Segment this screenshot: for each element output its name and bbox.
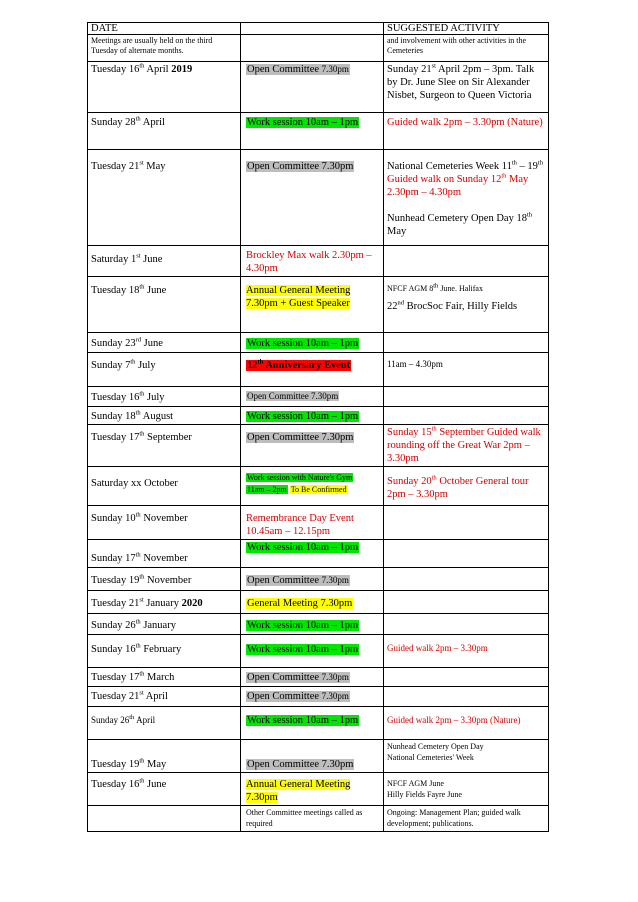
row-activity [384,407,549,425]
row-event [241,591,384,614]
row-date: Tuesday 17th September [88,425,241,467]
row-activity: Sunday 20th October General tour 2pm – 3.30pm [384,467,549,506]
event-text: Work session with Nature's Gym [247,473,353,482]
date-text: Tuesday 21st January [91,596,179,609]
header-date: DATE [88,23,241,35]
event-text: Work session 10am – 1pm [247,620,359,631]
row-event [241,62,384,113]
event-text: Open Committee 7.30pm [247,759,354,770]
event-time: 7.30pm [321,575,349,585]
row-activity [384,668,549,687]
row-event: Brockley Max walk 2.30pm – 4.30pm [241,246,384,277]
event-text: 12th Anniversary Event [247,358,351,371]
event-time: 7.30pm [321,672,349,682]
row-event [241,387,384,407]
table-row [88,707,549,740]
table-row [88,246,549,277]
row-event: Other Committee meetings called as required [241,806,384,832]
header-empty [241,23,384,35]
activity-fair: 22nd BrocSoc Fair, Hilly Fields [387,299,518,312]
row-event [241,635,384,668]
table-row [88,568,549,591]
row-date: Tuesday 19th November [88,568,241,591]
row-date: Sunday 23rd June [88,333,241,353]
row-event [241,467,384,506]
row-event [241,333,384,353]
note-row [88,35,549,62]
row-event [241,425,384,467]
row-activity [384,740,549,773]
row-event [241,687,384,707]
row-activity: 11am – 4.30pm [384,353,549,387]
row-activity [384,568,549,591]
year-text: 2020 [181,598,203,609]
event-text: Work session 10am – 1pm [247,644,359,655]
event-text: Work session 10am – 1pm [247,338,359,349]
row-event [241,740,384,773]
row-date [88,806,241,832]
row-date: Saturday xx October [88,467,241,506]
date-text: Tuesday 16th April [91,62,169,75]
row-date: Saturday 1st June [88,246,241,277]
row-date: Tuesday 18th June [88,277,241,333]
row-event [241,150,384,246]
row-date: Sunday 26th January [88,614,241,635]
row-activity [384,277,549,333]
row-date: Sunday 26th April [88,707,241,740]
activity-text: NFCF AGM 8th June. Halifax [387,282,483,293]
event-text: Work session 10am – 1pm [247,411,359,422]
table-row [88,591,549,614]
activity-text: NFCF AGM June [387,779,444,788]
table-row [88,540,549,568]
table-row [88,668,549,687]
row-activity: Sunday 15th September Guided walk rounding off the Great War 2pm – 3.30pm [384,425,549,467]
row-date: Tuesday 19th May [88,740,241,773]
header-activity: SUGGESTED ACTIVITY [384,23,549,35]
year-text: 2019 [171,64,193,75]
row-activity [384,333,549,353]
table-row [88,635,549,668]
note-activity: and involvement with other activities in the Cemeteries [384,35,549,62]
event-text: Open Committee [247,575,320,586]
activity-text: National Cemeteries Week 11th – 19th [387,159,543,172]
row-activity: Guided walk 2pm – 3.30pm (Nature) [384,113,549,150]
event-text: Work session 10am – 1pm [247,542,359,553]
row-activity: Ongoing: Management Plan; guided walk development; publications. [384,806,549,832]
events-table [87,22,549,832]
activity-fayre: Hilly Fields Fayre June [387,790,462,799]
table-row [88,806,549,832]
table-row [88,506,549,540]
row-date [88,62,241,113]
row-date: Sunday 17th November [88,540,241,568]
event-text: Annual General Meeting 7.30pm + Guest Speaker [246,285,351,309]
row-event: Remembrance Day Event 10.45am – 12.15pm [241,506,384,540]
activity-text: Nunhead Cemetery Open Day [387,742,484,751]
row-activity [384,773,549,806]
row-date: Sunday 18th August [88,407,241,425]
table-row [88,773,549,806]
event-time: 7.30pm [321,64,349,74]
row-date: Sunday 10th November [88,506,241,540]
row-activity [384,591,549,614]
row-date: Sunday 7th July [88,353,241,387]
event-text: Open Committee [247,691,320,702]
header-row [88,23,549,35]
row-event [241,113,384,150]
row-event [241,614,384,635]
table-row [88,62,549,113]
table-row [88,113,549,150]
row-date: Tuesday 16th July [88,387,241,407]
note-date: Meetings are usually held on the third Tuesday of alternate months. [88,35,241,62]
event-text: Work session 10am – 1pm [247,715,359,726]
event-text: Open Committee 7.30pm [247,161,354,172]
table-row [88,740,549,773]
note-empty [241,35,384,62]
row-date: Tuesday 17th March [88,668,241,687]
row-activity: Sunday 21st April 2pm – 3pm. Talk by Dr. June Slee on Sir Alexander Nisbet, Surgeon to Queen Victoria [384,62,549,113]
table-row [88,614,549,635]
row-date: Tuesday 21st April [88,687,241,707]
activity-walk: Guided walk on Sunday 12th May 2.30pm – 4.30pm [387,172,529,198]
row-event [241,540,384,568]
row-activity [384,687,549,707]
event-text: Open Committee [247,672,320,683]
row-event [241,277,384,333]
row-event [241,707,384,740]
event-time: 7.30pm [321,691,349,701]
event-text: Open Committee 7.30pm [247,432,354,443]
row-event [241,407,384,425]
row-event [241,773,384,806]
event-text: General Meeting 7.30pm [247,598,353,609]
event-text: Work session 10am – 1pm [247,117,359,128]
row-activity [384,246,549,277]
row-event [241,568,384,591]
row-activity [384,506,549,540]
table-row [88,333,549,353]
row-activity: Guided walk 2pm – 3.30pm [384,635,549,668]
row-event [241,353,384,387]
table-row [88,687,549,707]
row-date: Sunday 16th February [88,635,241,668]
table-row [88,467,549,506]
event-text: Open Committee [247,64,320,75]
row-activity [384,614,549,635]
row-date [88,591,241,614]
table-row [88,353,549,387]
row-event [241,668,384,687]
table-row [88,407,549,425]
event-status: To Be Confirmed [290,485,347,494]
row-activity [384,150,549,246]
row-activity: Guided walk 2pm – 3.30pm (Nature) [384,707,549,740]
row-activity [384,387,549,407]
table-row [88,425,549,467]
row-date: Tuesday 21st May [88,150,241,246]
row-activity [384,540,549,568]
row-date: Sunday 28th April [88,113,241,150]
table-row [88,150,549,246]
event-text: Open Committee 7.30pm [247,391,339,401]
event-time: 11am – 2pm [247,485,287,494]
activity-open-day: Nunhead Cemetery Open Day 18th May [387,211,533,237]
event-text: Annual General Meeting 7.30pm [246,779,351,803]
activity-week: National Cemeteries' Week [387,753,474,762]
table-row [88,387,549,407]
row-date: Tuesday 16th June [88,773,241,806]
table-row [88,277,549,333]
